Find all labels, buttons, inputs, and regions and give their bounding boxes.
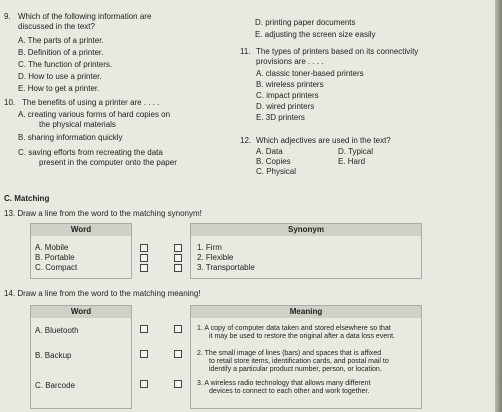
option-a: A. creating various forms of hard copies on (18, 110, 171, 119)
checkbox[interactable] (140, 264, 148, 272)
checkbox[interactable] (174, 254, 182, 262)
column-header: Synonym (191, 224, 421, 236)
word-b: B. Portable (35, 253, 75, 262)
meaning-2-continued: to retail store items, identification cards, and postal mail to (209, 358, 389, 365)
option-d: D. Typical (338, 147, 373, 156)
option-c: C. The function of printers. (18, 60, 113, 69)
option-b: B. wireless printers (256, 80, 324, 89)
question-text: Which of the following information are (18, 12, 152, 21)
word-c: C. Barcode (35, 381, 76, 390)
question-13-instruction: 13. Draw a line from the word to the matching synonym! (4, 209, 202, 218)
option-c-continued: present in the computer onto the paper (39, 158, 177, 167)
q13-word-table (30, 223, 132, 279)
option-b: B. Definition of a printer. (18, 48, 104, 57)
question-14-instruction: 14. Draw a line from the word to the matching meaning! (4, 289, 201, 298)
meaning-1: 1. A copy of computer data taken and stored elsewhere so that (197, 325, 391, 332)
meaning-1-continued: it may be used to restore the original after a data loss event. (209, 333, 395, 340)
column-header: Word (31, 224, 131, 236)
option-d: D. wired printers (256, 102, 315, 111)
option-d: D. printing paper documents (255, 18, 356, 27)
meaning-2: 2. The small image of lines (bars) and spaces that is affixed (197, 350, 382, 357)
column-header: Meaning (191, 306, 421, 318)
option-a: A. The parts of a printer. (18, 36, 104, 45)
option-b: B. Copies (256, 157, 291, 166)
option-d: D. How to use a printer. (18, 72, 102, 81)
checkbox[interactable] (140, 244, 148, 252)
checkbox[interactable] (174, 350, 182, 358)
synonym-2: 2. Flexible (197, 253, 234, 262)
word-a: A. Bluetooth (35, 326, 79, 335)
question-number: 9. (4, 12, 11, 21)
option-c: C. saving efforts from recreating the data (18, 148, 163, 157)
question-number: 10. (4, 98, 16, 107)
word-c: C. Compact (35, 263, 78, 272)
option-e: E. 3D printers (256, 113, 305, 122)
option-c: C. impact printers (256, 91, 319, 100)
checkbox[interactable] (140, 325, 148, 333)
option-a: A. classic toner-based printers (256, 69, 364, 78)
word-a: A. Mobile (35, 243, 69, 252)
checkbox[interactable] (140, 380, 148, 388)
checkbox[interactable] (140, 350, 148, 358)
question-text: discussed in the text? (18, 22, 95, 31)
section-title: C. Matching (4, 194, 50, 203)
checkbox[interactable] (174, 244, 182, 252)
checkbox[interactable] (140, 254, 148, 262)
synonym-1: 1. Firm (197, 243, 222, 252)
column-header: Word (31, 306, 131, 318)
option-c: C. Physical (256, 167, 297, 176)
question-number: 11. (240, 47, 251, 56)
option-e: E. adjusting the screen size easily (255, 30, 376, 39)
option-e: E. Hard (338, 157, 366, 166)
meaning-2-continued: identify a particular product number, person, or location. (209, 366, 382, 373)
question-text: The types of printers based on its connectivity (256, 47, 419, 56)
checkbox[interactable] (174, 264, 182, 272)
option-a: A. Data (256, 147, 283, 156)
q13-synonym-table (190, 223, 422, 279)
option-e: E. How to get a printer. (18, 84, 100, 93)
question-text: provisions are . . . . (256, 57, 324, 66)
meaning-3-continued: devices to connect to each other and work together. (209, 388, 370, 395)
question-text: The benefits of using a printer are . . . . (22, 98, 160, 107)
option-a-continued: the physical materials (39, 120, 116, 129)
option-b: B. sharing information quickly (18, 133, 123, 142)
question-text: Which adjectives are used in the text? (256, 136, 391, 145)
word-b: B. Backup (35, 351, 72, 360)
q14-word-table (30, 305, 132, 409)
meaning-3: 3. A wireless radio technology that allows many different (197, 380, 371, 387)
checkbox[interactable] (174, 325, 182, 333)
page-edge (495, 0, 502, 412)
q14-meaning-table (190, 305, 422, 409)
checkbox[interactable] (174, 380, 182, 388)
question-number: 12. (240, 136, 252, 145)
synonym-3: 3. Transportable (197, 263, 255, 272)
